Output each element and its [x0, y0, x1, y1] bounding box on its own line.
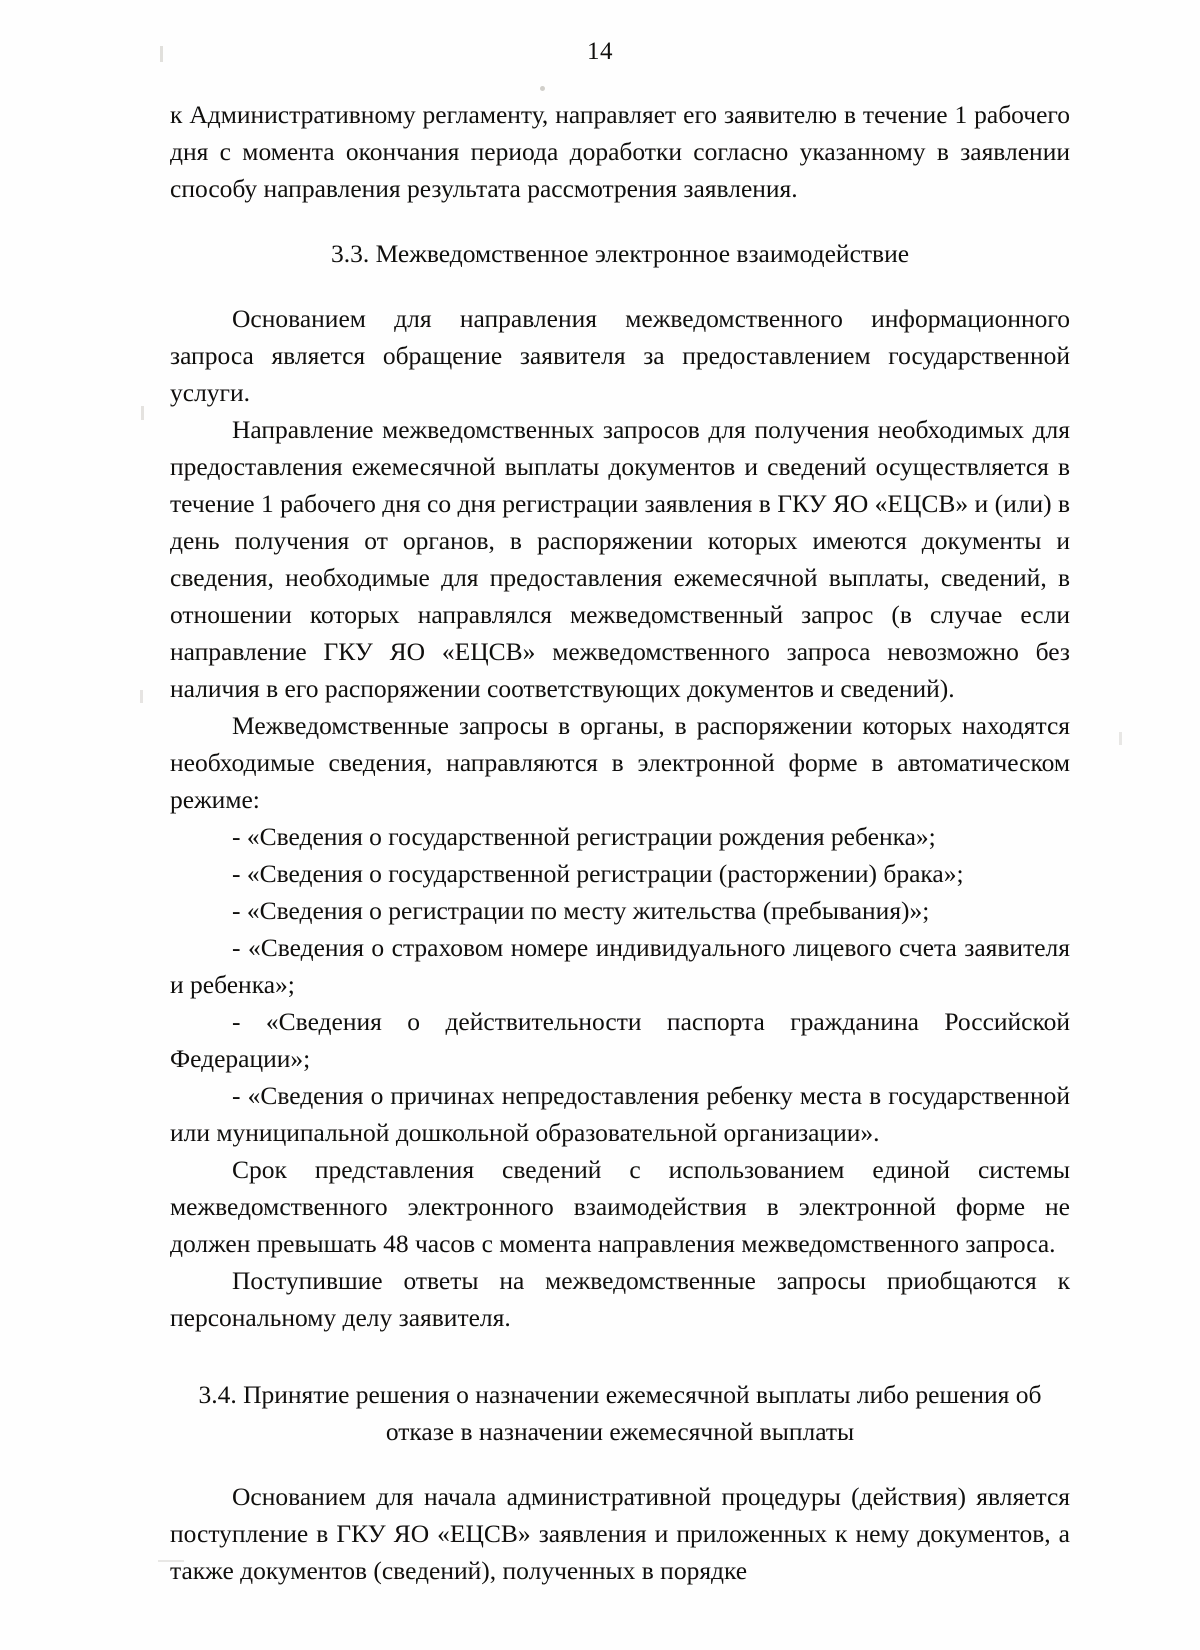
list-item: - «Сведения о государственной регистрации (расторжении) брака»; — [232, 859, 964, 888]
list-item: - «Сведения о государственной регистрации рождения ребенка»; — [232, 822, 936, 851]
paragraph-continuation: к Административному регламенту, направляет его заявителю в течение 1 рабочего дня с момента окончания периода доработки согласно указанному в заявлении способу направления результата рассмотрения заявления. — [170, 100, 1070, 203]
section-heading-3-4-line1: 3.4. Принятие решения о назначении ежемесячной выплаты либо решения об — [198, 1380, 1042, 1409]
document-body — [170, 96, 1070, 1589]
list-item: - «Сведения о регистрации по месту жительства (пребывания)»; — [232, 896, 930, 925]
paragraph-response-term: Срок представления сведений с использованием единой системы межведомственного электронного взаимодействия в электронной форме не должен превышать 48 часов с момента направления межведомственного запроса. — [170, 1155, 1070, 1258]
paragraph-basis-for-request: Основанием для направления межведомственного информационного запроса является обращение заявителя за предоставлением государственной услуги. — [170, 304, 1070, 407]
paragraph-procedure-basis: Основанием для начала административной процедуры (действия) является поступление в ГКУ ЯО «ЕЦСВ» заявления и приложенных к нему документов, а также документов (сведений), полученных в порядке — [170, 1482, 1070, 1585]
scan-artifact-mark — [1119, 732, 1122, 745]
list-item: - «Сведения о действительности паспорта гражданина Российской Федерации»; — [170, 1007, 1070, 1073]
scan-artifact-mark — [140, 690, 143, 703]
section-heading-3-4-line2: отказе в назначении ежемесячной выплаты — [385, 1417, 855, 1446]
list-item: - «Сведения о причинах непредоставления ребенку места в государственной или муниципальной дошкольной образовательной организации». — [170, 1081, 1070, 1147]
list-item: - «Сведения о страховом номере индивидуального лицевого счета заявителя и ребенка»; — [170, 933, 1070, 999]
scan-artifact-mark — [141, 406, 144, 420]
paragraph-request-deadline: Направление межведомственных запросов для получения необходимых для предоставления ежемесячной выплаты документов и сведений осуществляется в течение 1 рабочего дня со дня регистрации заявления в ГКУ ЯО «ЕЦСВ» и (или) в день получения от органов, в распоряжении которых имеются документы и сведения, необходимые для предоставления ежемесячной выплаты, сведений, в отношении которых направлялся межведомственный запрос (в случае если направление ГКУ ЯО «ЕЦСВ» межведомственного запроса невозможно без наличия в его распоряжении соответствующих документов и сведений). — [170, 415, 1070, 703]
page-number: 14 — [587, 38, 613, 65]
paragraph-electronic-form: Межведомственные запросы в органы, в распоряжении которых находятся необходимые сведения, направляются в электронной форме в автоматическом режиме: — [170, 711, 1070, 814]
scan-speck — [540, 86, 545, 91]
section-heading-3-3: 3.3. Межведомственное электронное взаимодействие — [330, 239, 910, 268]
paragraph-responses-attached: Поступившие ответы на межведомственные запросы приобщаются к персональному делу заявителя. — [170, 1266, 1070, 1332]
